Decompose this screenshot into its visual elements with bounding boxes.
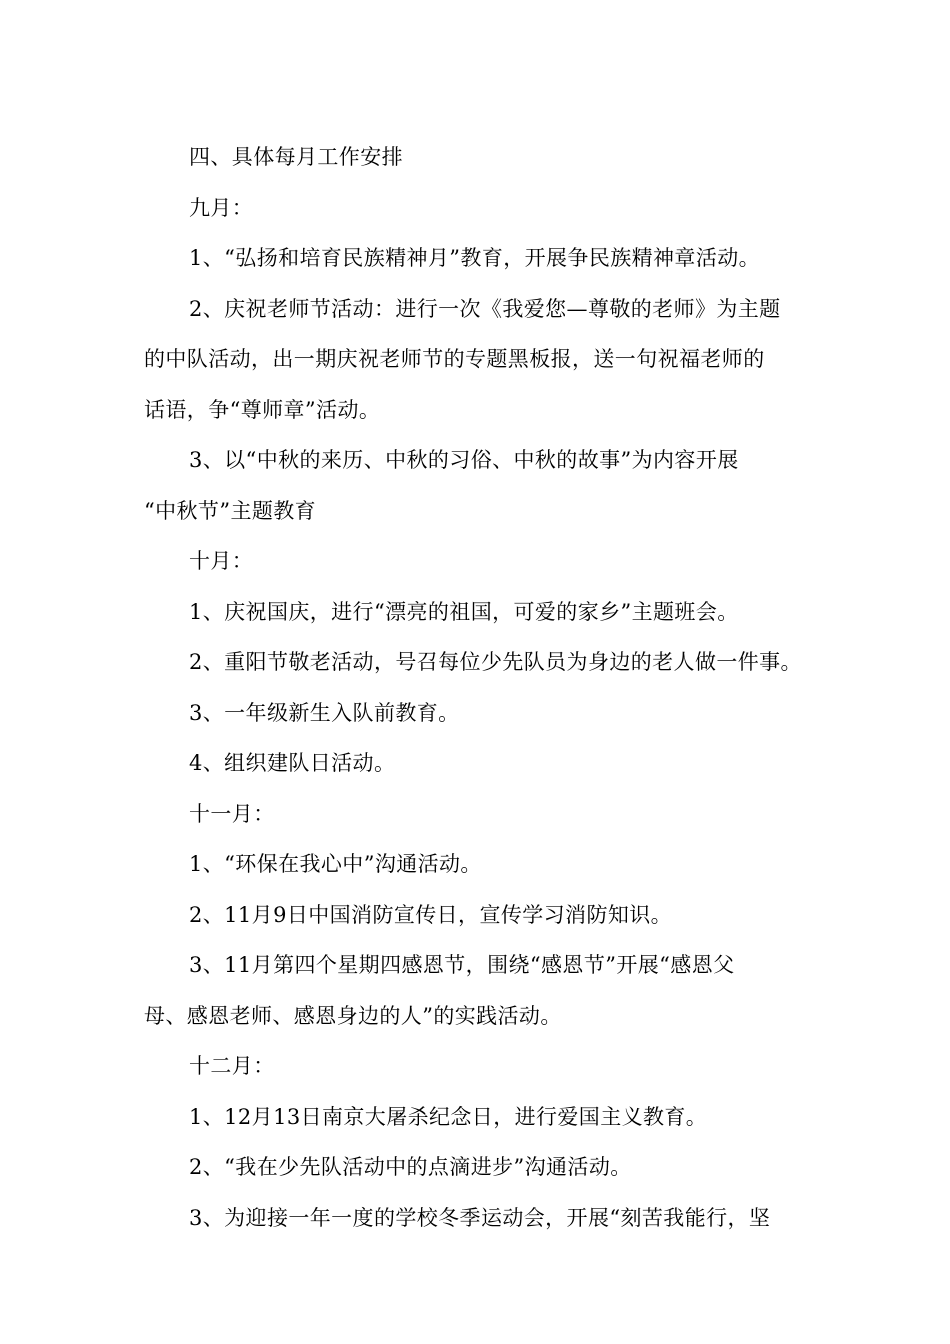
paragraph-line: 1、12月13日南京大屠杀纪念日，进行爱国主义教育。 [189, 1104, 708, 1129]
document-body [144, 132, 824, 1243]
paragraph-line: 2、庆祝老师节活动：进行一次《我爱您—尊敬的老师》为主题 [189, 296, 781, 321]
paragraph-line: “中秋节”主题教育 [144, 498, 317, 523]
paragraph-line: 3、为迎接一年一度的学校冬季运动会，开展“刻苦我能行，坚 [189, 1205, 771, 1230]
month-heading-october: 十月： [189, 549, 254, 573]
month-heading-september: 九月： [189, 195, 254, 220]
paragraph-line: 1、“弘扬和培育民族精神月”教育，开展争民族精神章活动。 [189, 246, 761, 270]
paragraph-line: 2、11月9日中国消防宣传日，宣传学习消防知识。 [189, 902, 673, 927]
paragraph-line: 4、组织建队日活动。 [189, 751, 396, 775]
paragraph-line: 1、“环保在我心中”沟通活动。 [189, 852, 482, 876]
paragraph-line: 的中队活动，出一期庆祝老师节的专题黑板报，送一句祝福老师的 [144, 347, 765, 371]
month-heading-december: 十二月： [189, 1054, 275, 1078]
month-heading-november: 十一月： [189, 801, 275, 826]
paragraph-line: 话语，争“尊师章”活动。 [144, 397, 381, 422]
paragraph-line: 1、庆祝国庆，进行“漂亮的祖国，可爱的家乡”主题班会。 [189, 599, 739, 624]
paragraph-line: 母、感恩老师、感恩身边的人”的实践活动。 [144, 1003, 562, 1028]
paragraph-line: 3、一年级新生入队前教育。 [189, 700, 460, 725]
paragraph-line: 3、以“中秋的来历、中秋的习俗、中秋的故事”为内容开展 [189, 448, 739, 472]
paragraph-line: 2、重阳节敬老活动，号召每位少先队员为身边的老人做一件事。 [189, 650, 802, 674]
paragraph-line: 2、“我在少先队活动中的点滴进步”沟通活动。 [189, 1155, 632, 1179]
section-heading: 四、具体每月工作安排 [189, 145, 403, 169]
paragraph-line: 3、11月第四个星期四感恩节，围绕“感恩节”开展“感恩父 [189, 953, 735, 977]
